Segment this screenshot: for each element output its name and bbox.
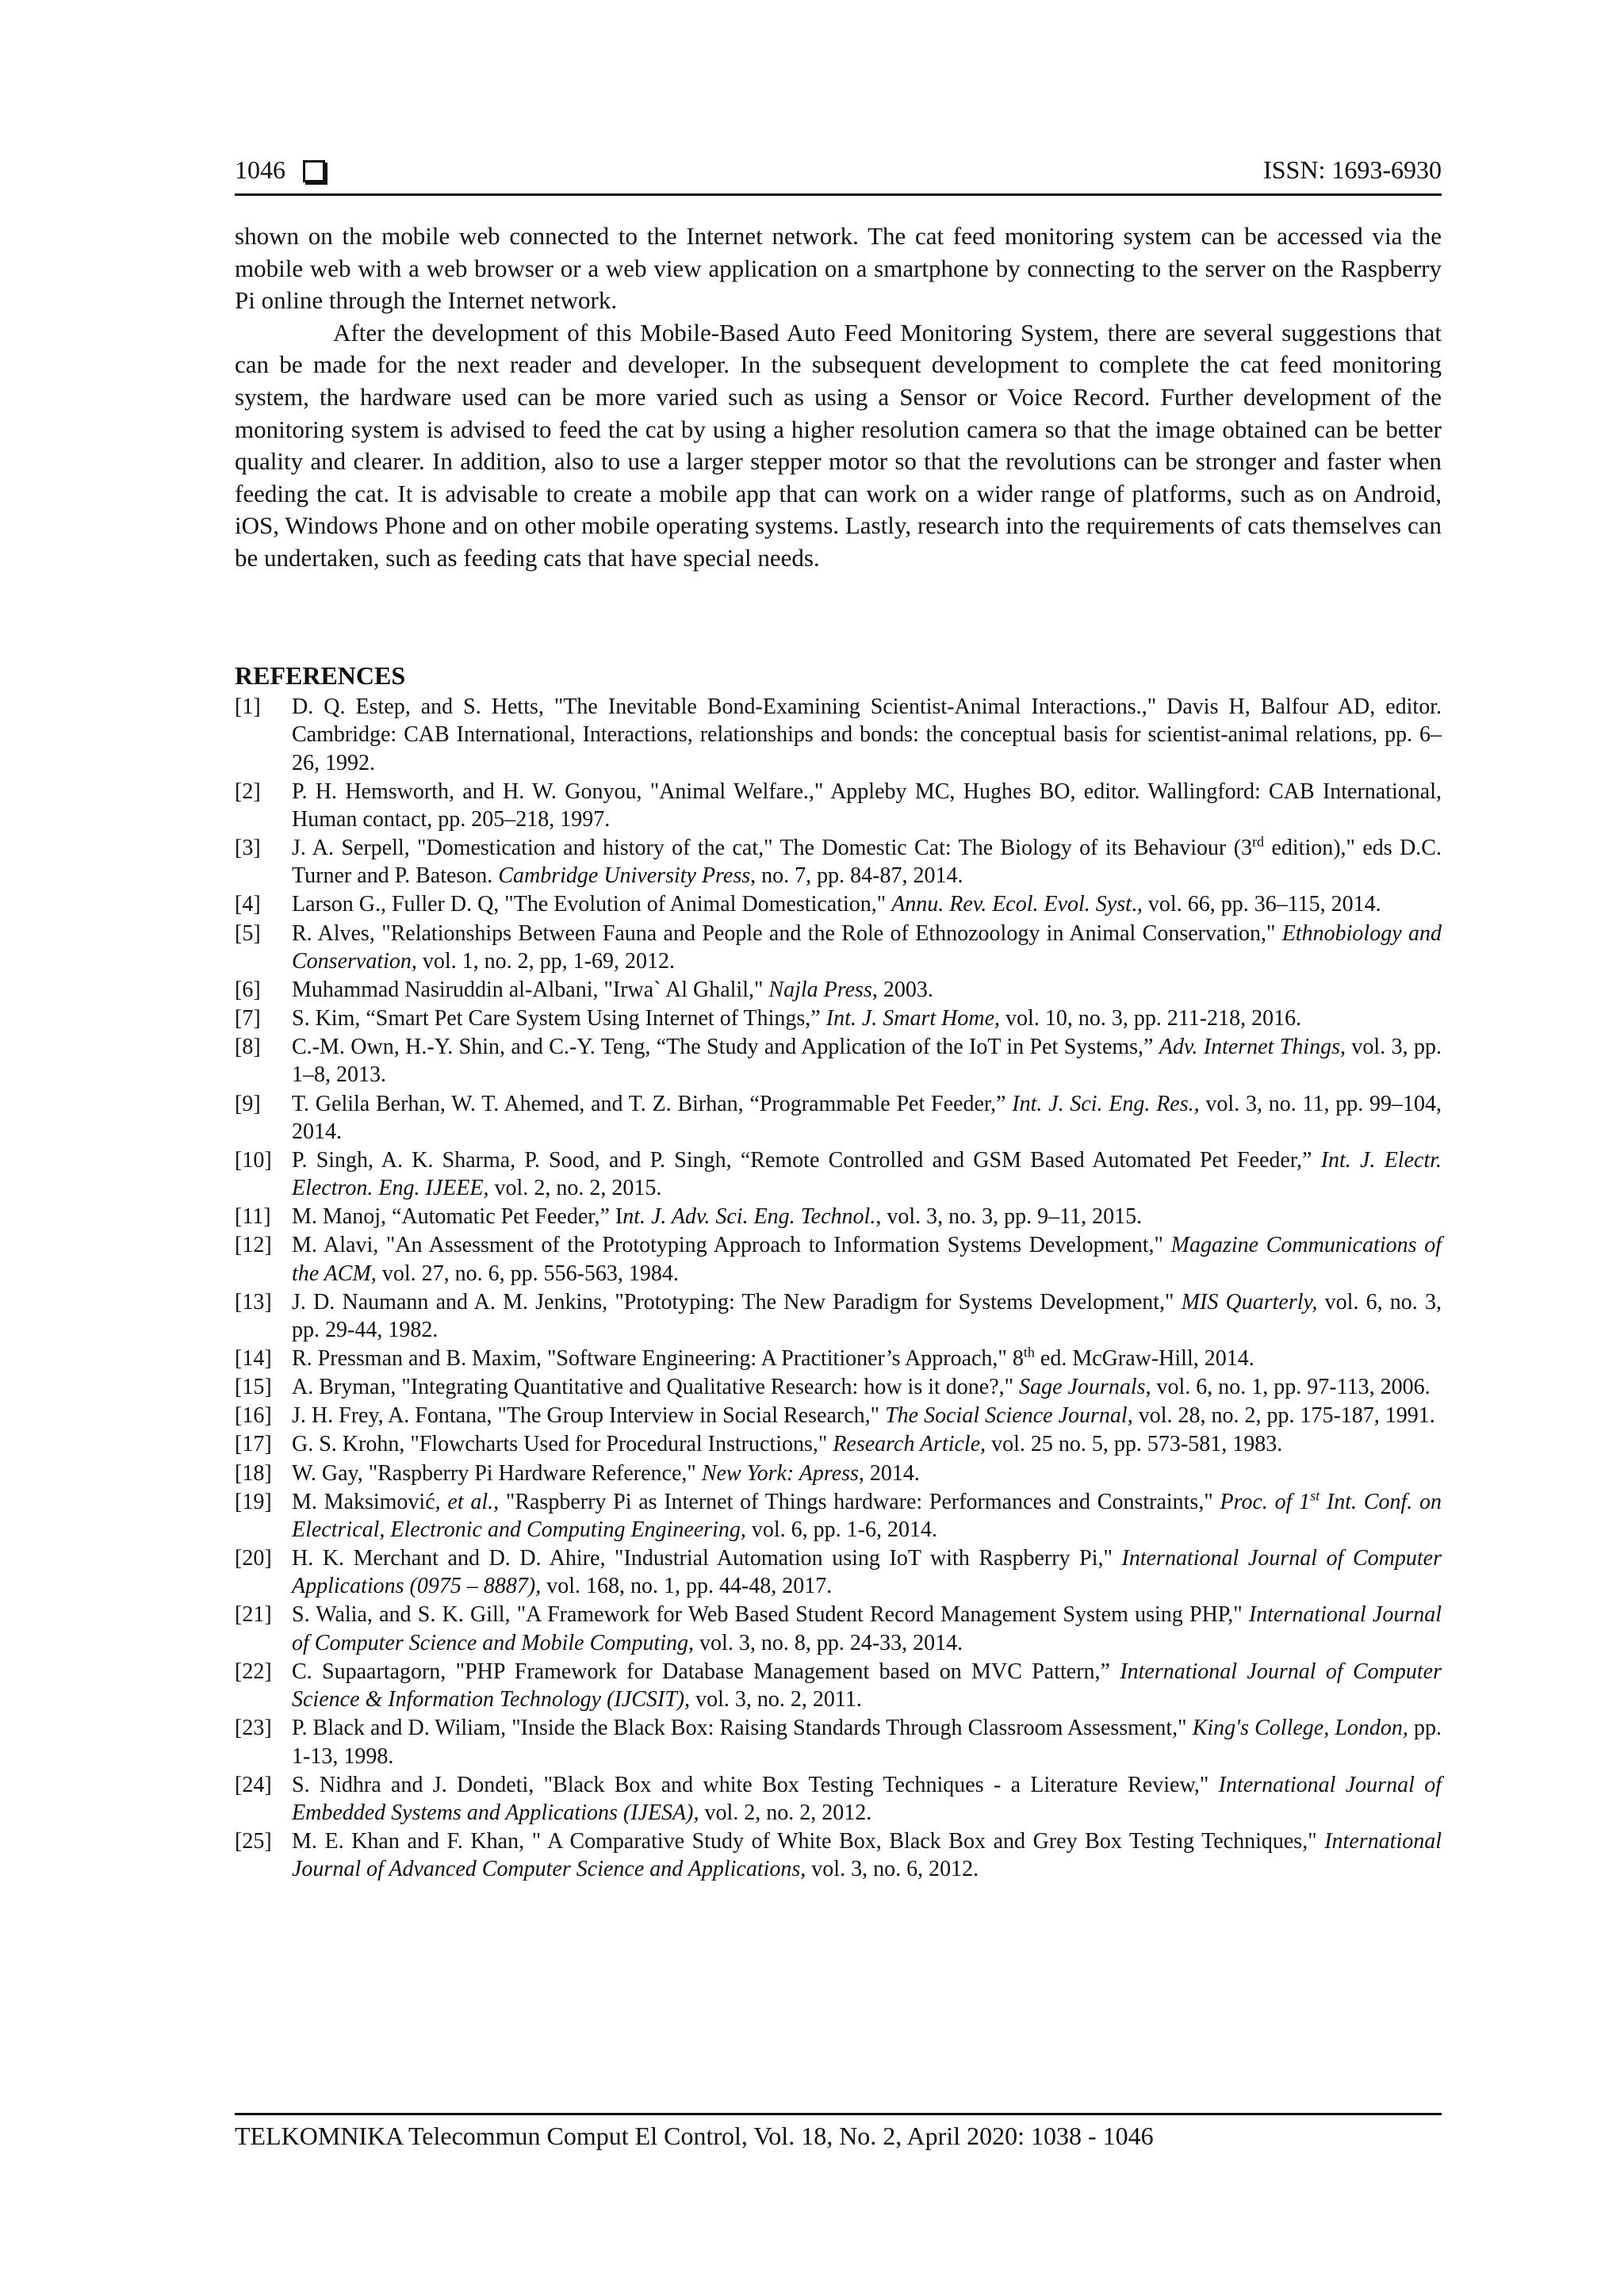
reference-item — [235, 1544, 1442, 1601]
reference-text-segment: The Social Science Journal, — [885, 1403, 1133, 1429]
reference-text-segment: Larson G., Fuller D. Q, "The Evolution of Animal Domestication," — [292, 892, 892, 917]
reference-text-segment: J. H. Frey, A. Fontana, "The Group Interview in Social Research," — [292, 1403, 886, 1429]
body-text — [235, 220, 1442, 575]
reference-text-segment: C.-M. Own, H.-Y. Shin, and C.-Y. Teng, “The Study and Application of the IoT in Pet Systems,” — [292, 1035, 1159, 1060]
reference-item — [235, 1146, 1442, 1203]
reference-text-segment: International Journal of Computer Science & Information Technology (IJCSIT), — [292, 1659, 1442, 1712]
reference-number: [11] — [235, 1204, 271, 1230]
reference-item — [235, 976, 1442, 1004]
reference-text-segment: A. Bryman, "Integrating Quantitative and Qualitative Research: how is it done?," — [292, 1375, 1020, 1400]
reference-text-segment: International Journal of Computer Science and Mobile Computing, — [292, 1602, 1442, 1655]
square-box-icon — [303, 160, 325, 182]
reference-text — [292, 1714, 1442, 1770]
reference-item — [235, 1430, 1442, 1458]
reference-text — [292, 1231, 1442, 1288]
reference-text-segment: S. Nidhra and J. Dondeti, "Black Box and white Box Testing Techniques - a Literature Review," — [292, 1772, 1219, 1797]
reference-number: [4] — [235, 892, 261, 917]
reference-text — [292, 778, 1442, 834]
reference-text-segment: pp. 1-13, 1998. — [292, 1716, 1442, 1769]
reference-number: [3] — [235, 836, 261, 861]
reference-text-segment: Int. J. Sci. Eng. Res., — [1012, 1091, 1200, 1116]
reference-text-segment: M. Maksimović, — [292, 1489, 448, 1514]
reference-text-segment: C. Supaartagorn, "PHP Framework for Database Management based on MVC Pattern,” — [292, 1659, 1120, 1684]
reference-item — [235, 890, 1442, 918]
reference-text-segment: Muhammad Nasiruddin al-Albani, "Irwa` Al Ghalil," — [292, 977, 769, 1002]
reference-text-segment: Ethnobiology and Conservation, — [292, 920, 1442, 974]
reference-text-segment: J. D. Naumann and A. M. Jenkins, "Prototyping: The New Paradigm for Systems Development," — [292, 1289, 1182, 1314]
reference-text-segment: P. H. Hemsworth, and H. W. Gonyou, "Animal Welfare.," Appleby MC, Hughes BO, editor. Wallingford: CAB International, Human contact, pp. 205–218, 1997. — [292, 779, 1442, 832]
reference-item — [235, 1771, 1442, 1827]
reference-text — [292, 1203, 1442, 1230]
reference-text-segment: King's College, London, — [1192, 1716, 1408, 1741]
reference-text-segment: International Journal of Embedded Systems and Applications (IJESA), — [292, 1772, 1442, 1825]
reference-text — [292, 693, 1442, 777]
reference-text — [292, 1488, 1442, 1544]
reference-text — [292, 1601, 1442, 1657]
reference-text — [292, 920, 1442, 976]
reference-text-segment: Magazine Communications of the ACM, — [292, 1233, 1442, 1286]
reference-text-segment: rd — [1252, 833, 1265, 850]
reference-text-segment: st — [1310, 1487, 1320, 1504]
reference-text — [292, 1771, 1442, 1827]
reference-text — [292, 976, 1442, 1004]
reference-text — [292, 890, 1442, 918]
page-footer: TELKOMNIKA Telecommun Comput El Control, Vol. 18, No. 2, April 2020: 1038 - 1046 — [235, 2122, 1154, 2150]
reference-text-segment: vol. 3, no. 8, pp. 24-33, 2014. — [694, 1630, 963, 1655]
reference-item — [235, 1203, 1442, 1230]
reference-item — [235, 1827, 1442, 1884]
reference-text — [292, 1288, 1442, 1345]
reference-text — [292, 1460, 1442, 1487]
reference-text-segment: R. Pressman and B. Maxim, "Software Engineering: A Practitioner’s Approach," 8 — [292, 1346, 1024, 1372]
reference-text-segment: J. A. Serpell, "Domestication and history of the cat," The Domestic Cat: The Biology of its Behaviour (3 — [292, 836, 1253, 861]
reference-text-segment: th — [1023, 1344, 1035, 1360]
reference-number: [2] — [235, 779, 261, 804]
reference-item — [235, 1601, 1442, 1657]
reference-text-segment: , 2003. — [871, 977, 933, 1002]
reference-item — [235, 693, 1442, 777]
reference-text-segment: , no. 7, pp. 84-87, 2014. — [750, 863, 963, 889]
reference-text-segment: edition)," eds D.C. Turner and P. Bateson. — [292, 836, 1442, 889]
reference-text — [292, 834, 1442, 890]
reference-item — [235, 834, 1442, 890]
reference-text — [292, 1146, 1442, 1203]
body-paragraph-1: shown on the mobile web connected to the Internet network. The cat feed monitoring system can be accessed via the mobile web with a web browser or a web view application on a smartphone by connecting to the server on the Raspberry Pi online through the Internet network. — [235, 222, 1442, 315]
reference-text-segment: vol. 168, no. 1, pp. 44-48, 2017. — [541, 1574, 833, 1599]
reference-number: [19] — [235, 1489, 272, 1514]
reference-number: [18] — [235, 1460, 272, 1486]
reference-text-segment: M. E. Khan and F. Khan, " A Comparative Study of White Box, Black Box and Grey Box Testing Techniques," — [292, 1829, 1325, 1854]
reference-text-segment: T. Gelila Berhan, W. T. Ahemed, and T. Z. Birhan, “Programmable Pet Feeder,” — [292, 1091, 1013, 1116]
reference-item — [235, 1460, 1442, 1487]
reference-text-segment: Research Article, — [833, 1432, 986, 1457]
reference-text-segment: G. S. Krohn, "Flowcharts Used for Procedural Instructions," — [292, 1432, 833, 1457]
reference-number: [22] — [235, 1659, 272, 1684]
reference-text-segment: International Journal of Computer Applications (0975 – 8887), — [292, 1546, 1442, 1599]
reference-text-segment: vol. 3, pp. 1–8, 2013. — [292, 1035, 1442, 1088]
reference-text-segment: M. Alavi, "An Assessment of the Prototyping Approach to Information Systems Development," — [292, 1233, 1171, 1258]
reference-text-segment: Sage Journals, — [1019, 1375, 1151, 1400]
reference-item — [235, 1288, 1442, 1345]
reference-item — [235, 1004, 1442, 1032]
reference-text — [292, 1430, 1442, 1458]
reference-item — [235, 1488, 1442, 1544]
reference-item — [235, 1658, 1442, 1714]
reference-text-segment: vol. 27, no. 6, pp. 556-563, 1984. — [376, 1261, 679, 1286]
reference-text-segment: Proc. of 1 — [1220, 1489, 1311, 1514]
reference-text — [292, 1658, 1442, 1714]
reference-text-segment: vol. 25 no. 5, pp. 573-581, 1983. — [986, 1432, 1283, 1457]
reference-text-segment: vol. 3, no. 6, 2012. — [806, 1857, 979, 1882]
references-list — [235, 693, 1442, 1884]
reference-text-segment: ed. McGraw-Hill, 2014. — [1034, 1346, 1254, 1372]
reference-number: [10] — [235, 1147, 272, 1173]
reference-text-segment: , vol. 3, no. 3, pp. 9–11, 2015. — [875, 1204, 1143, 1230]
reference-number: [17] — [235, 1432, 272, 1457]
reference-text-segment: nt. J. Adv. Sci. Eng. Technol. — [622, 1204, 876, 1230]
reference-number: [12] — [235, 1233, 272, 1258]
reference-number: [14] — [235, 1346, 272, 1372]
reference-text-segment: Int. J. Electr. Electron. Eng. IJEEE, — [292, 1147, 1442, 1201]
reference-text-segment: vol. 3, no. 11, pp. 99–104, 2014. — [292, 1091, 1442, 1144]
reference-text-segment: Adv. Internet Things, — [1159, 1035, 1346, 1060]
reference-text-segment: "Raspberry Pi as Internet of Things hardware: Performances and Constraints," — [499, 1489, 1220, 1514]
reference-text-segment: D. Q. Estep, and S. Hetts, "The Inevitable Bond-Examining Scientist-Animal Interactions.," Davis H, Balfour AD, editor. Cambridge: CAB International, Interactions, relationships and bonds: the conceptual basis for scientist-animal relations, pp. 6–26, 1992. — [292, 695, 1442, 775]
reference-text — [292, 1345, 1442, 1372]
reference-number: [20] — [235, 1546, 272, 1571]
reference-text — [292, 1827, 1442, 1884]
reference-item — [235, 778, 1442, 834]
reference-text-segment: vol. 6, no. 3, pp. 29-44, 1982. — [292, 1289, 1442, 1343]
reference-text-segment: International Journal of Advanced Computer Science and Applications, — [292, 1829, 1442, 1882]
reference-text-segment: vol. 6, pp. 1-6, 2014. — [745, 1517, 937, 1542]
reference-number: [13] — [235, 1289, 272, 1314]
reference-number: [6] — [235, 977, 261, 1002]
reference-number: [23] — [235, 1716, 272, 1741]
reference-number: [8] — [235, 1035, 261, 1060]
body-paragraph-2: After the development of this Mobile-Based Auto Feed Monitoring System, there are several suggestions that can be made for the next reader and developer. In the subsequent development to complete the cat feed monitoring system, the hardware used can be more varied such as using a Sensor or Voice Record. Further development of the monitoring system is advised to feed the cat by using a higher resolution camera so that the image obtained can be better quality and clearer. In addition, also to use a larger stepper motor so that the revolutions can be stronger and faster when feeding the cat. It is advisable to create a mobile app that can work on a wider range of platforms, such as on Android, iOS, Windows Phone and on other mobile operating systems. Lastly, research into the requirements of cats themselves can be undertaken, such as feeding cats that have special needs. — [235, 318, 1442, 572]
reference-number: [24] — [235, 1772, 272, 1797]
reference-text — [292, 1090, 1442, 1146]
reference-number: [1] — [235, 695, 261, 719]
reference-text-segment: New York: Apress — [701, 1460, 859, 1486]
reference-text-segment: S. Walia, and S. K. Gill, "A Framework for Web Based Student Record Management System using PHP," — [292, 1602, 1249, 1628]
reference-text-segment: R. Alves, "Relationships Between Fauna and People and the Role of Ethnozoology in Animal Conservation," — [292, 920, 1282, 946]
reference-text — [292, 1544, 1442, 1601]
reference-text — [292, 1033, 1442, 1089]
reference-text-segment: et al., — [447, 1489, 500, 1514]
reference-item — [235, 1714, 1442, 1770]
reference-text-segment: vol. 3, no. 2, 2011. — [690, 1687, 862, 1712]
references-heading: REFERENCES — [235, 661, 406, 690]
reference-text-segment: S. Kim, “Smart Pet Care System Using Internet of Things,” — [292, 1006, 826, 1031]
reference-text-segment: M. Manoj, “Automatic Pet Feeder,” I — [292, 1204, 623, 1230]
header-left — [235, 155, 325, 185]
reference-text-segment: Najla Press — [768, 977, 872, 1002]
reference-item — [235, 1345, 1442, 1372]
reference-text-segment: Int. Conf. on Electrical, Electronic and Computing Engineering, — [292, 1489, 1442, 1542]
reference-item — [235, 1033, 1442, 1089]
reference-text-segment: vol. 28, no. 2, pp. 175-187, 1991. — [1132, 1403, 1435, 1429]
footer-divider — [235, 2113, 1442, 2115]
reference-text-segment: Annu. Rev. Ecol. Evol. Syst — [891, 892, 1132, 917]
reference-text-segment: P. Black and D. Wiliam, "Inside the Black Box: Raising Standards Through Classroom Assessment," — [292, 1716, 1193, 1741]
reference-text-segment: H. K. Merchant and D. D. Ahire, "Industrial Automation using IoT with Raspberry Pi," — [292, 1546, 1122, 1571]
reference-item — [235, 1231, 1442, 1288]
reference-text-segment: vol. 2, no. 2, 2012. — [699, 1800, 872, 1825]
reference-item — [235, 920, 1442, 976]
reference-text — [292, 1373, 1442, 1401]
reference-text — [292, 1402, 1442, 1429]
reference-text-segment: , 2014. — [858, 1460, 920, 1486]
reference-number: [5] — [235, 920, 261, 946]
reference-text-segment: Int. J. Smart Home, — [825, 1006, 1001, 1031]
reference-number: [25] — [235, 1829, 272, 1854]
reference-item — [235, 1090, 1442, 1146]
reference-text-segment: vol. 6, no. 1, pp. 97-113, 2006. — [1151, 1375, 1431, 1400]
reference-text-segment: MIS Quarterly, — [1181, 1289, 1318, 1314]
reference-item — [235, 1373, 1442, 1401]
reference-text-segment: vol. 2, no. 2, 2015. — [488, 1176, 662, 1201]
page-number: 1046 — [235, 155, 285, 184]
reference-text-segment: vol. 10, no. 3, pp. 211-218, 2016. — [1000, 1006, 1302, 1031]
reference-text-segment: P. Singh, A. K. Sharma, P. Sood, and P. Singh, “Remote Controlled and GSM Based Automated Pet Feeder,” — [292, 1147, 1321, 1173]
reference-text-segment: vol. 1, no. 2, pp, 1-69, 2012. — [416, 948, 675, 974]
reference-number: [21] — [235, 1602, 272, 1628]
reference-number: [7] — [235, 1006, 261, 1031]
reference-text-segment: ., vol. 66, pp. 36–115, 2014. — [1131, 892, 1381, 917]
reference-number: [16] — [235, 1403, 272, 1429]
reference-text-segment: Cambridge University Press — [498, 863, 751, 889]
issn-label: ISSN: 1693-6930 — [1263, 155, 1442, 184]
header-divider — [235, 193, 1442, 196]
reference-text-segment: W. Gay, "Raspberry Pi Hardware Reference," — [292, 1460, 702, 1486]
reference-text — [292, 1004, 1442, 1032]
reference-number: [15] — [235, 1375, 272, 1400]
reference-item — [235, 1402, 1442, 1429]
page-header — [235, 155, 1442, 197]
reference-number: [9] — [235, 1091, 261, 1116]
